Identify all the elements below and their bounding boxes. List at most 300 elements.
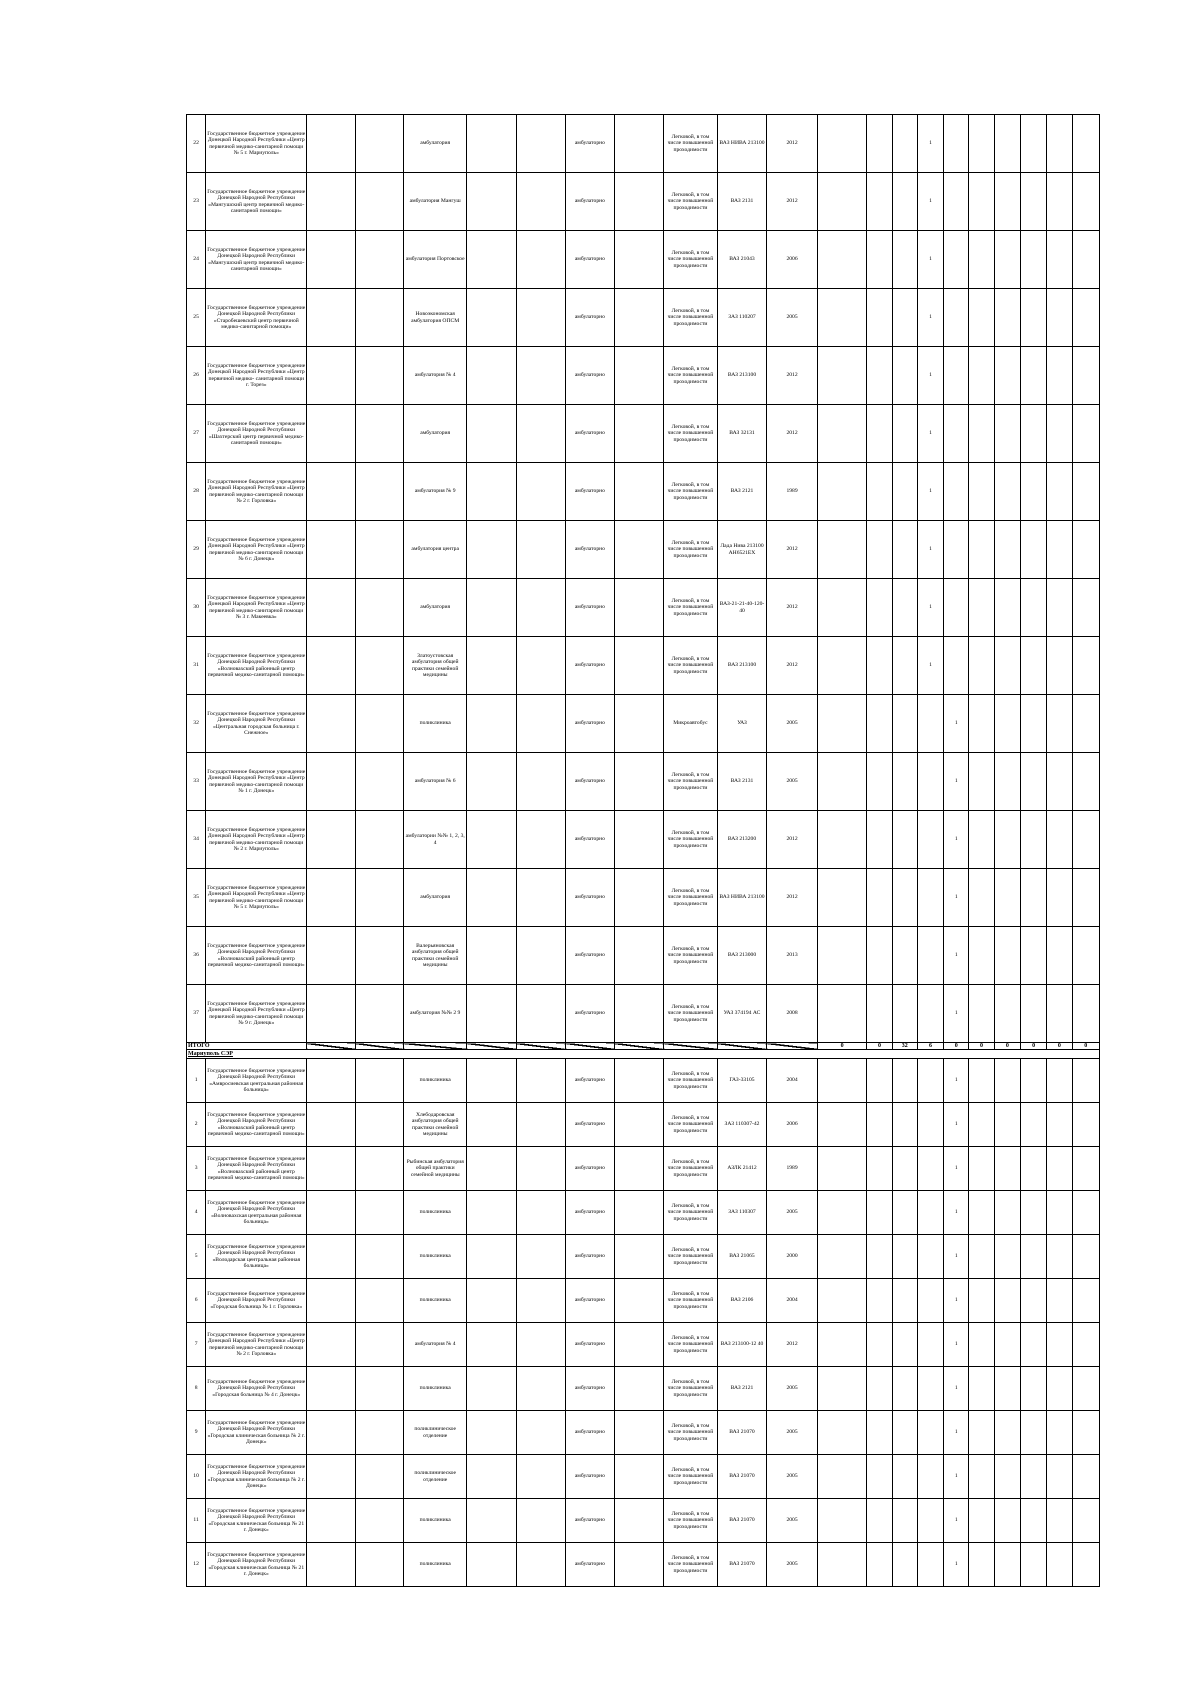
subdivision-cell: амбулатории №№ 1, 2, 3, 4 — [404, 811, 467, 869]
empty-cell — [1047, 347, 1072, 405]
empty-cell — [307, 579, 356, 637]
subdivision-cell: поликлиника — [404, 1235, 467, 1279]
empty-cell — [867, 347, 892, 405]
vehicle-year-cell: 2012 — [767, 173, 818, 231]
empty-cell — [867, 811, 892, 869]
empty-cell — [867, 1367, 892, 1411]
empty-cell — [1047, 231, 1072, 289]
empty-cell — [1072, 811, 1099, 869]
empty-cell — [1072, 1279, 1099, 1323]
organization-cell: Государственное бюджетное учреждение Донецкой Народной Республики «Волновахский районный центр первичной медико-санитарной помощи» — [206, 637, 307, 695]
row-number-cell: 37 — [187, 985, 206, 1043]
vehicle-year-cell: 2012 — [767, 115, 818, 173]
empty-cell — [1020, 521, 1046, 579]
empty-cell — [614, 173, 664, 231]
empty-cell — [1047, 637, 1072, 695]
empty-cell — [467, 173, 517, 231]
vehicle-category-cell: Легковой, в том числе повышенной проходимости — [664, 289, 718, 347]
vehicle-category-cell: Легковой, в том числе повышенной проходимости — [664, 985, 718, 1043]
vehicle-year-cell: 2005 — [767, 753, 818, 811]
table-row — [187, 405, 1100, 463]
row-number-cell: 22 — [187, 115, 206, 173]
subdivision-cell: амбулатория Портовское — [404, 231, 467, 289]
empty-cell — [467, 231, 517, 289]
row-number-cell: 32 — [187, 695, 206, 753]
vehicle-model-cell: ВАЗ 2121 — [717, 463, 767, 521]
count-cell — [944, 463, 969, 521]
empty-cell — [307, 115, 356, 173]
table-row — [187, 637, 1100, 695]
empty-cell — [516, 1279, 566, 1323]
empty-cell — [1020, 173, 1046, 231]
empty-cell — [467, 1499, 517, 1543]
empty-cell — [467, 1279, 517, 1323]
table-row — [187, 1191, 1100, 1235]
empty-cell — [867, 985, 892, 1043]
count-cell — [917, 1235, 943, 1279]
empty-cell — [867, 637, 892, 695]
subdivision-cell: амбулатория № 9 — [404, 463, 467, 521]
organization-cell: Государственное бюджетное учреждение Донецкой Народной Республики «Шахтерский центр первичной медико-санитарной помощи» — [206, 405, 307, 463]
empty-cell — [614, 1279, 664, 1323]
empty-cell — [867, 405, 892, 463]
subdivision-cell: Валерьяновская амбулатория общей практики семейной медицины — [404, 927, 467, 985]
table-row — [187, 231, 1100, 289]
empty-cell — [355, 173, 404, 231]
row-number-cell: 3 — [187, 1147, 206, 1191]
empty-cell — [516, 579, 566, 637]
empty-cell — [892, 1411, 917, 1455]
empty-cell — [614, 1235, 664, 1279]
organization-cell: Государственное бюджетное учреждение Донецкой Народной Республики «Городская клиническая больница № 21 г. Донецк» — [206, 1499, 307, 1543]
empty-cell — [1072, 289, 1099, 347]
organization-cell: Государственное бюджетное учреждение Донецкой Народной Республики «Центр первичной медико-санитарной помощи № 6 г. Донецк» — [206, 521, 307, 579]
empty-cell — [892, 579, 917, 637]
empty-cell — [994, 1235, 1020, 1279]
empty-cell — [1020, 1543, 1046, 1587]
empty-cell — [355, 521, 404, 579]
care-type-cell: амбулаторно — [566, 289, 615, 347]
empty-cell — [817, 1147, 867, 1191]
empty-cell — [994, 927, 1020, 985]
subdivision-cell: поликлиника — [404, 1367, 467, 1411]
subdivision-cell: поликлиника — [404, 695, 467, 753]
empty-cell — [1047, 927, 1072, 985]
empty-cell — [867, 927, 892, 985]
organization-cell: Государственное бюджетное учреждение Донецкой Народной Республики «Центр первичной медико-санитарной помощи № 2 г. Горловка» — [206, 1323, 307, 1367]
empty-cell — [994, 1191, 1020, 1235]
empty-cell — [1047, 1367, 1072, 1411]
empty-cell — [355, 1103, 404, 1147]
empty-cell — [994, 115, 1020, 173]
empty-cell — [614, 811, 664, 869]
empty-cell — [1020, 1499, 1046, 1543]
subdivision-cell: амбулатория № 6 — [404, 753, 467, 811]
empty-cell — [994, 695, 1020, 753]
empty-cell — [516, 231, 566, 289]
empty-cell — [817, 347, 867, 405]
row-number-cell: 4 — [187, 1191, 206, 1235]
count-cell — [917, 1367, 943, 1411]
vehicle-model-cell: ВАЗ 32131 — [717, 405, 767, 463]
organization-cell: Государственное бюджетное учреждение Донецкой Народной Республики «Центр первичной медико-санитарной помощи № 1 г. Донецк» — [206, 753, 307, 811]
count-cell: 1 — [944, 1411, 969, 1455]
care-type-cell: амбулаторно — [566, 521, 615, 579]
empty-cell — [892, 173, 917, 231]
empty-cell — [1020, 405, 1046, 463]
empty-cell — [892, 1499, 917, 1543]
empty-cell — [892, 231, 917, 289]
vehicle-year-cell: 2005 — [767, 1543, 818, 1587]
empty-cell — [817, 753, 867, 811]
organization-cell: Государственное бюджетное учреждение Донецкой Народной Республики «Городская клиническая больница № 2 г. Донецк» — [206, 1455, 307, 1499]
care-type-cell: амбулаторно — [566, 231, 615, 289]
row-number-cell: 27 — [187, 405, 206, 463]
empty-cell — [355, 115, 404, 173]
organization-cell: Государственное бюджетное учреждение Донецкой Народной Республики «Волновахский районный центр первичной медико-санитарной помощи» — [206, 927, 307, 985]
empty-cell — [467, 521, 517, 579]
empty-cell — [516, 1499, 566, 1543]
empty-cell — [614, 347, 664, 405]
empty-cell — [1072, 637, 1099, 695]
empty-cell — [867, 1499, 892, 1543]
row-number-cell: 1 — [187, 1059, 206, 1103]
vehicle-category-cell: Легковой, в том числе повышенной проходимости — [664, 1367, 718, 1411]
empty-cell — [969, 753, 994, 811]
empty-cell — [614, 1455, 664, 1499]
empty-cell — [892, 811, 917, 869]
empty-cell — [516, 695, 566, 753]
row-number-cell: 31 — [187, 637, 206, 695]
vehicle-model-cell: ГАЗ-33105 — [717, 1059, 767, 1103]
vehicle-year-cell: 2005 — [767, 1455, 818, 1499]
empty-cell — [467, 1543, 517, 1587]
total-value-cell: 0 — [994, 1043, 1020, 1050]
count-cell: 1 — [944, 811, 969, 869]
care-type-cell: амбулаторно — [566, 1103, 615, 1147]
empty-cell — [355, 463, 404, 521]
empty-cell — [994, 579, 1020, 637]
total-label: ИТОГО — [187, 1043, 307, 1050]
empty-cell — [1072, 521, 1099, 579]
vehicle-model-cell: ВАЗ 213100-12 40 — [717, 1323, 767, 1367]
empty-cell — [817, 521, 867, 579]
organization-cell: Государственное бюджетное учреждение Донецкой Народной Республики «Центр первичной медико-санитарной помощи № 5 г. Мариуполь» — [206, 869, 307, 927]
empty-cell — [1047, 985, 1072, 1043]
empty-cell — [516, 289, 566, 347]
vehicle-category-cell: Легковой, в том числе повышенной проходимости — [664, 463, 718, 521]
empty-cell — [1020, 927, 1046, 985]
table-row — [187, 869, 1100, 927]
vehicle-category-cell: Легковой, в том числе повышенной проходимости — [664, 869, 718, 927]
empty-cell — [467, 1059, 517, 1103]
table-row — [187, 1059, 1100, 1103]
empty-cell — [355, 1411, 404, 1455]
empty-cell — [307, 927, 356, 985]
empty-cell — [817, 927, 867, 985]
empty-cell — [355, 289, 404, 347]
row-number-cell: 2 — [187, 1103, 206, 1147]
vehicle-model-cell: ЗАЗ 110307 — [717, 1191, 767, 1235]
vehicle-model-cell: ВАЗ 2121 — [717, 1367, 767, 1411]
empty-cell — [516, 521, 566, 579]
empty-cell — [516, 1191, 566, 1235]
vehicle-year-cell: 2012 — [767, 579, 818, 637]
empty-cell — [307, 637, 356, 695]
care-type-cell: амбулаторно — [566, 1455, 615, 1499]
strike-cell — [767, 1043, 818, 1050]
vehicle-year-cell: 2004 — [767, 1059, 818, 1103]
count-cell — [917, 1059, 943, 1103]
subdivision-cell: Новоэкономская амбулатория ОПСМ — [404, 289, 467, 347]
empty-cell — [969, 811, 994, 869]
vehicle-year-cell: 2012 — [767, 347, 818, 405]
table-row — [187, 1323, 1100, 1367]
empty-cell — [892, 927, 917, 985]
empty-cell — [892, 1367, 917, 1411]
empty-cell — [467, 347, 517, 405]
count-cell — [944, 637, 969, 695]
empty-cell — [969, 695, 994, 753]
empty-cell — [1072, 1059, 1099, 1103]
empty-cell — [817, 985, 867, 1043]
organization-cell: Государственное бюджетное учреждение Донецкой Народной Республики «Старобешевский центр первичной медико-санитарной помощи» — [206, 289, 307, 347]
vehicle-category-cell: Легковой, в том числе повышенной проходимости — [664, 753, 718, 811]
empty-cell — [817, 115, 867, 173]
empty-cell — [467, 115, 517, 173]
empty-cell — [867, 173, 892, 231]
empty-cell — [355, 1543, 404, 1587]
empty-cell — [817, 1499, 867, 1543]
empty-cell — [892, 115, 917, 173]
empty-cell — [467, 637, 517, 695]
count-cell — [917, 1279, 943, 1323]
care-type-cell: амбулаторно — [566, 1279, 615, 1323]
empty-cell — [355, 1499, 404, 1543]
empty-cell — [1072, 463, 1099, 521]
empty-cell — [614, 579, 664, 637]
empty-cell — [1047, 289, 1072, 347]
empty-cell — [467, 1191, 517, 1235]
strike-cell — [404, 1043, 467, 1050]
empty-cell — [614, 231, 664, 289]
empty-cell — [817, 463, 867, 521]
empty-cell — [892, 985, 917, 1043]
empty-cell — [867, 869, 892, 927]
organization-cell: Государственное бюджетное учреждение Донецкой Народной Республики «Центр первичной медико-санитарной помощи № 5 г. Мариуполь» — [206, 115, 307, 173]
vehicle-model-cell: ВАЗ 21070 — [717, 1455, 767, 1499]
table-row — [187, 1235, 1100, 1279]
empty-cell — [1072, 173, 1099, 231]
empty-cell — [969, 1235, 994, 1279]
organization-cell: Государственное бюджетное учреждение Донецкой Народной Республики «Центр первичной медико-санитарной помощи № 2 г. Мариуполь» — [206, 811, 307, 869]
empty-cell — [614, 1543, 664, 1587]
vehicle-model-cell: ВАЗ 2106 — [717, 1279, 767, 1323]
empty-cell — [994, 811, 1020, 869]
vehicle-category-cell: Легковой, в том числе повышенной проходимости — [664, 579, 718, 637]
empty-cell — [614, 289, 664, 347]
empty-cell — [307, 753, 356, 811]
empty-cell — [355, 347, 404, 405]
empty-cell — [1020, 1367, 1046, 1411]
subdivision-cell: амбулатория — [404, 405, 467, 463]
empty-cell — [1020, 985, 1046, 1043]
empty-cell — [1047, 1147, 1072, 1191]
count-cell — [917, 1455, 943, 1499]
empty-cell — [969, 289, 994, 347]
row-number-cell: 7 — [187, 1323, 206, 1367]
empty-cell — [1020, 289, 1046, 347]
empty-cell — [516, 637, 566, 695]
empty-cell — [892, 1455, 917, 1499]
row-number-cell: 8 — [187, 1367, 206, 1411]
table-row — [187, 347, 1100, 405]
empty-cell — [969, 1411, 994, 1455]
count-cell — [917, 985, 943, 1043]
count-cell — [944, 405, 969, 463]
empty-cell — [307, 1147, 356, 1191]
empty-cell — [892, 463, 917, 521]
vehicle-category-cell: Легковой, в том числе повышенной проходимости — [664, 637, 718, 695]
table-row — [187, 579, 1100, 637]
empty-cell — [994, 1367, 1020, 1411]
care-type-cell: амбулаторно — [566, 173, 615, 231]
empty-cell — [817, 405, 867, 463]
empty-cell — [1072, 1543, 1099, 1587]
empty-cell — [307, 1367, 356, 1411]
empty-cell — [969, 1543, 994, 1587]
empty-cell — [867, 695, 892, 753]
empty-cell — [817, 289, 867, 347]
empty-cell — [994, 1323, 1020, 1367]
count-cell: 1 — [944, 1235, 969, 1279]
count-cell: 1 — [917, 115, 943, 173]
empty-cell — [1047, 1499, 1072, 1543]
strike-cell — [307, 1043, 356, 1050]
empty-cell — [467, 695, 517, 753]
subdivision-cell: Хлебодаровская амбулатория общей практики семейной медицины — [404, 1103, 467, 1147]
empty-cell — [467, 985, 517, 1043]
empty-cell — [892, 1103, 917, 1147]
empty-cell — [516, 1235, 566, 1279]
empty-cell — [867, 1323, 892, 1367]
empty-cell — [867, 753, 892, 811]
empty-cell — [307, 463, 356, 521]
vehicle-year-cell: 2012 — [767, 637, 818, 695]
empty-cell — [817, 1367, 867, 1411]
empty-cell — [994, 1147, 1020, 1191]
subdivision-cell: поликлиника — [404, 1499, 467, 1543]
table-row — [187, 1499, 1100, 1543]
vehicle-year-cell: 2013 — [767, 927, 818, 985]
vehicle-register-table — [186, 114, 1100, 1587]
empty-cell — [1047, 811, 1072, 869]
empty-cell — [1020, 1411, 1046, 1455]
empty-cell — [355, 869, 404, 927]
count-cell — [917, 753, 943, 811]
vehicle-model-cell: ЗАЗ 110207 — [717, 289, 767, 347]
empty-cell — [516, 1323, 566, 1367]
empty-cell — [1072, 115, 1099, 173]
count-cell: 1 — [944, 869, 969, 927]
empty-cell — [355, 985, 404, 1043]
row-number-cell: 26 — [187, 347, 206, 405]
empty-cell — [516, 985, 566, 1043]
vehicle-category-cell: Легковой, в том числе повышенной проходимости — [664, 1455, 718, 1499]
empty-cell — [516, 1103, 566, 1147]
count-cell: 1 — [917, 289, 943, 347]
empty-cell — [355, 1147, 404, 1191]
empty-cell — [994, 1059, 1020, 1103]
vehicle-model-cell: ВАЗ 213000 — [717, 927, 767, 985]
empty-cell — [994, 1279, 1020, 1323]
vehicle-category-cell: Легковой, в том числе повышенной проходимости — [664, 521, 718, 579]
empty-cell — [817, 1103, 867, 1147]
subdivision-cell: амбулатория №№ 2 9 — [404, 985, 467, 1043]
table-row — [187, 695, 1100, 753]
empty-cell — [614, 927, 664, 985]
empty-cell — [1072, 1235, 1099, 1279]
empty-cell — [1047, 695, 1072, 753]
empty-cell — [307, 1191, 356, 1235]
care-type-cell: амбулаторно — [566, 1499, 615, 1543]
empty-cell — [892, 869, 917, 927]
vehicle-model-cell: ВАЗ 21070 — [717, 1499, 767, 1543]
empty-cell — [867, 463, 892, 521]
subdivision-cell: амбулатория — [404, 115, 467, 173]
count-cell: 1 — [944, 985, 969, 1043]
total-value-cell: 0 — [944, 1043, 969, 1050]
total-value-cell: 0 — [867, 1043, 892, 1050]
table-row — [187, 927, 1100, 985]
subdivision-cell: амбулатория Мангуш — [404, 173, 467, 231]
organization-cell: Государственное бюджетное учреждение Донецкой Народной Республики «Центр первичной медико-санитарной помощи № 2 г. Горловка» — [206, 463, 307, 521]
empty-cell — [307, 869, 356, 927]
empty-cell — [1047, 579, 1072, 637]
empty-cell — [1072, 347, 1099, 405]
empty-cell — [817, 173, 867, 231]
empty-cell — [969, 637, 994, 695]
vehicle-model-cell: ВАЗ 213200 — [717, 811, 767, 869]
empty-cell — [994, 1455, 1020, 1499]
count-cell — [944, 579, 969, 637]
empty-cell — [1072, 1323, 1099, 1367]
empty-cell — [307, 1103, 356, 1147]
strike-cell — [467, 1043, 517, 1050]
empty-cell — [516, 1455, 566, 1499]
empty-cell — [467, 1103, 517, 1147]
count-cell: 1 — [944, 695, 969, 753]
vehicle-year-cell: 2008 — [767, 985, 818, 1043]
row-number-cell: 5 — [187, 1235, 206, 1279]
count-cell — [917, 1323, 943, 1367]
empty-cell — [892, 1147, 917, 1191]
table-row — [187, 1103, 1100, 1147]
empty-cell — [867, 1455, 892, 1499]
row-number-cell: 30 — [187, 579, 206, 637]
count-cell — [944, 289, 969, 347]
empty-cell — [355, 811, 404, 869]
empty-cell — [892, 1235, 917, 1279]
care-type-cell: амбулаторно — [566, 927, 615, 985]
subdivision-cell: амбулатория № 4 — [404, 1323, 467, 1367]
subdivision-cell: амбулатория — [404, 869, 467, 927]
empty-cell — [1020, 1235, 1046, 1279]
care-type-cell: амбулаторно — [566, 1147, 615, 1191]
empty-cell — [969, 1103, 994, 1147]
vehicle-category-cell: Легковой, в том числе повышенной проходимости — [664, 1323, 718, 1367]
total-section — [187, 1043, 1100, 1059]
